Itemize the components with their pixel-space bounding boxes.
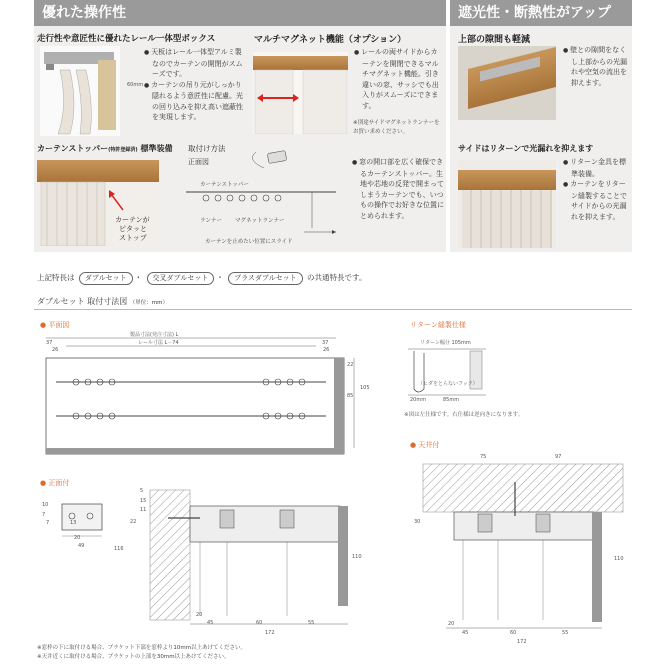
install-bullet-1: ● 窓の開口部を広く確保できるカーテンストッパー。生地や芯地の反発で開まってしまうカーテンでも、いつもの操作でお好きな位置にとめられます。 [352,157,444,221]
rail-box-60mm: 60mm [127,82,144,88]
footnote-2: ※天井近くに取付ける場合、ブラケットの上部を30mm以上あけてください。 [37,654,230,660]
front-d7b: 7 [46,520,50,526]
magnet-curtains [253,52,348,134]
ceiling-b20: 20 [448,621,455,627]
stopper-callout-2: ピタッと [119,225,147,233]
section-title [37,296,168,307]
return-20mm: 20mm [410,397,427,403]
bracket-drawing [52,500,112,540]
plan-rail-dim: レール寸法 L－74 [138,340,179,346]
return-spec-label-text: リターン縫製仕様 [410,321,466,329]
plan-label: ● 平面図 [40,321,70,329]
install-diagram [186,150,346,240]
gap-title: 上部の隙間も軽減 [458,35,531,45]
rail-box-title: 走行性や意匠性に優れたレール一体型ボックス [37,34,216,44]
ceiling-97: 97 [555,454,562,460]
front-d10: 10 [42,502,49,508]
plan-37-right: 37 [322,340,329,346]
magnet-bullet-1: ● レールの両サイドからカーテンを開閉できるマルチマグネット機能。引き違いの窓、サッシでも出入りがスムーズにできます。 [354,47,442,111]
side-d15: 15 [140,498,147,504]
footnote-1: ※窓枠の下に取付ける場合、ブラケット下部を窓枠より10mm以上あけてください。 [37,645,247,651]
stopper-illustration [37,160,159,246]
magnet-note: ※別途サイドマグネットランナーをお買い求めください。 [353,120,440,135]
install-magnet-runner-label: マグネットランナー [235,218,285,224]
return-note: ※図は左仕様です。右仕様は逆向きになります。 [404,412,524,418]
stopper-title-small: (特許登録済) [108,147,138,153]
side-d5: 5 [140,488,144,494]
side-b172: 172 [265,630,275,636]
install-stopper-label: カーテンストッパー [200,182,249,188]
section-rule [34,309,632,310]
return-side-desc [563,157,631,222]
plan-22: 22 [347,362,354,368]
install-slide-note: カーテンを止めたい位置にスライド [205,239,293,245]
install-runner-label: ランナー [200,218,223,224]
install-front-label: 正面図 [188,158,209,166]
front-d13: 13 [70,520,77,526]
return-spec-label [410,320,466,330]
side-d116: 116 [114,546,124,552]
section-unit: （単位：mm） [129,300,168,306]
plan-total-dim: 製品寸法(発注寸法) L [130,332,179,338]
ceiling-b172: 172 [517,639,527,645]
section-title-main: ダブルセット 取付寸法図 [37,297,128,306]
ceiling-label-text: 天井付 [418,441,440,449]
side-d22: 22 [130,519,137,525]
rail-box-bullet-2: ● カーテンの吊り元がしっかり隠れるよう意匠性に配慮。光の回り込みを抑え高い遮蔽性を実現します。 [144,80,247,123]
return-85mm: 85mm [443,397,460,403]
front-mount-label: ● 正面付 [40,479,70,487]
feature-cross-double-set: 交叉ダブルセット [147,272,215,285]
operability-header: 優れた操作性 [34,0,446,26]
features-suffix: の共通特長です。 [307,273,367,282]
plan-85: 85 [347,393,354,399]
install-desc [352,157,444,221]
stopper-title-suffix: 標準装備 [140,144,173,153]
ceiling-30: 30 [414,519,421,525]
front-d49: 49 [78,543,85,549]
plan-37-left: 37 [46,340,53,346]
return-side-illustration [458,160,556,248]
front-d20: 20 [74,535,81,541]
return-fold-note: （ヒダをとらないフック） [418,381,478,387]
return-side-bullet-1: ● リターン金具を標準装備。 [563,157,631,179]
side-b45: 45 [207,620,214,626]
side-b20: 20 [196,612,203,618]
plan-26-right: 26 [323,347,330,353]
plan-label-text: 平面図 [48,321,70,329]
install-title: 取付け方法 [188,144,226,153]
side-d110: 110 [352,554,362,560]
stopper-callout-3: ストップ [119,234,147,242]
features-prefix: 上記特長は [37,273,75,282]
side-drawing [120,486,360,636]
return-side-bullet-2: ● カーテンをリターン縫製することでサイドからの光漏れを抑えます。 [563,179,631,222]
rail-box-illustration [40,46,120,136]
front-mount-label-text: 正面付 [48,479,70,487]
stopper-title [37,143,173,154]
magnet-title: マルチマグネット機能（オプション） [254,35,407,45]
gap-desc [563,45,631,88]
return-spec-drawing [404,345,524,405]
rail-box-drawing [40,46,120,136]
side-b60: 60 [256,620,263,626]
plan-105: 105 [360,385,370,391]
magnet-desc [354,47,442,111]
ceiling-drawing [418,452,628,632]
features-line: 上記特長は ダブルセット ・ 交叉ダブルセット ・ プラスダブルセット の共通特長です。 [37,272,366,285]
front-d7: 7 [42,512,46,518]
side-d11: 11 [140,507,147,513]
footnotes [37,644,246,662]
plan-26-left: 26 [52,347,59,353]
return-curtain [462,190,552,248]
return-side-title: サイドはリターンで光漏れを抑えます [458,144,594,153]
stopper-callout-1: カーテンが [115,216,150,224]
return-width-105: リターン幅分 105mm [420,340,471,346]
stopper-title-main: カーテンストッパー [37,144,109,153]
ceiling-b45: 45 [462,630,469,636]
return-box-wood [458,170,556,190]
side-b55: 55 [308,620,315,626]
stopper-callout [115,216,150,243]
ceiling-b60: 60 [510,630,517,636]
ceiling-b55: 55 [562,630,569,636]
ceiling-110: 110 [614,556,624,562]
rail-box-bullet-1: ● 天板はレール一体型アルミ製なのでカーテンの開閉がスムーズです。 [144,47,247,80]
rail-box-desc [144,47,247,123]
feature-plus-double-set: プラスダブルセット [228,272,303,285]
ceiling-75: 75 [480,454,487,460]
magnet-illustration [253,52,348,134]
feature-double-set: ダブルセット [79,272,133,285]
gap-illustration [458,46,556,120]
gap-bullet-1: ● 壁との隙間をなくし上部からの光漏れや空気の流出を抑えます。 [563,45,631,88]
ceiling-label: ● 天井付 [410,441,440,449]
shading-header: 遮光性・断熱性がアップ [450,0,632,26]
